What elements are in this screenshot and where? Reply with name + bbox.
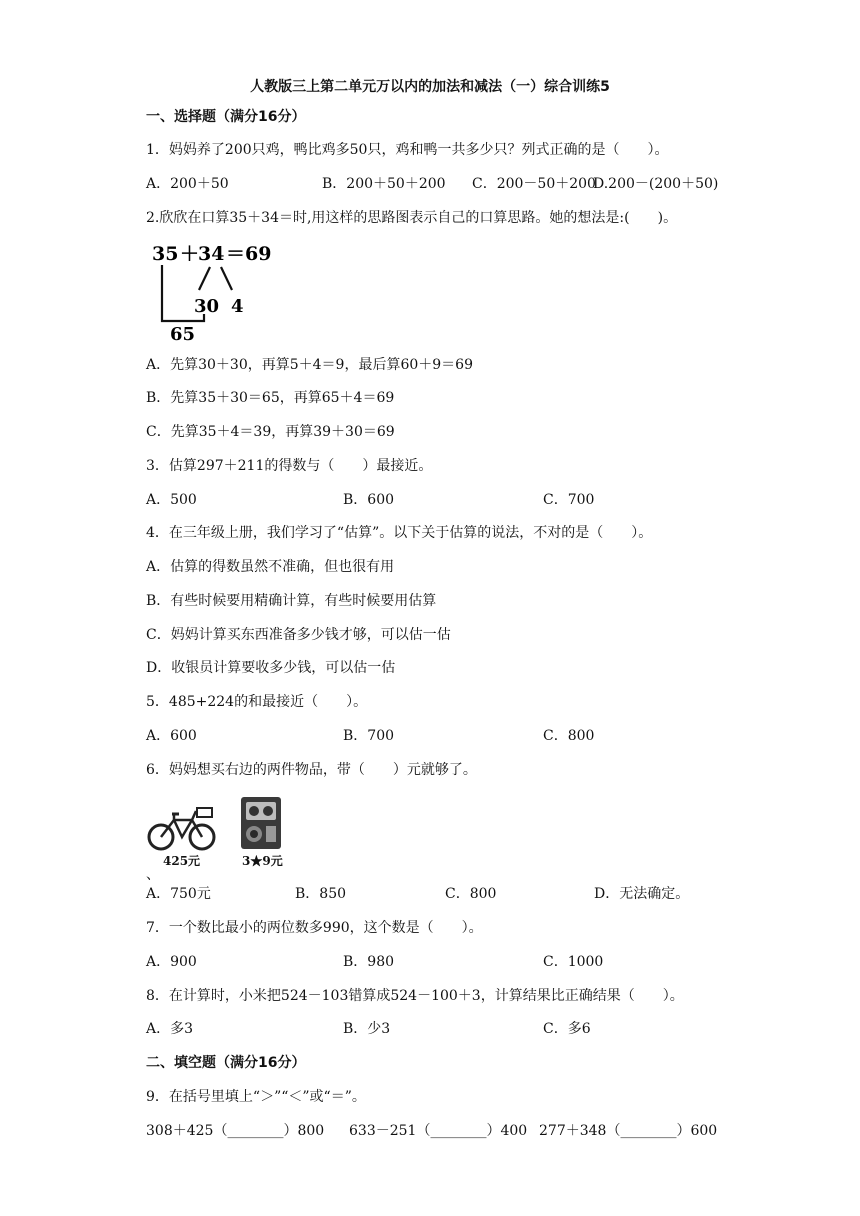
q3-option-b: B．600	[343, 492, 395, 508]
q6-option-b: B．850	[295, 886, 347, 902]
q6-option-d: D．无法确定。	[594, 886, 690, 902]
q8-option-c: C．多6	[543, 1021, 591, 1037]
bicycle-price: 425元	[163, 854, 201, 868]
speaker-price: 3★9元	[242, 854, 283, 868]
q4-option-b: B．有些时候要用精确计算，有些时候要用估算	[146, 593, 437, 609]
q3-option-a: A．500	[146, 492, 197, 508]
diagram-addend-a: 35	[152, 243, 179, 265]
q7-option-a: A．900	[146, 954, 197, 970]
q2-option-c: C．先算35＋4＝39，再算39＋30＝69	[146, 424, 395, 440]
bicycle-icon	[146, 806, 218, 852]
speaker-icon	[240, 796, 282, 850]
page-title: 人教版三上第二单元万以内的加法和减法（一）综合训练5	[250, 79, 610, 95]
q7-option-b: B．980	[343, 954, 395, 970]
question-1: 1．妈妈养了200只鸡，鸭比鸡多50只，鸡和鸭一共多少只？列式正确的是（ ）。	[146, 142, 669, 158]
q6-option-a: A．750元	[146, 886, 211, 902]
q1-option-b: B．200＋50＋200	[322, 176, 446, 192]
q1-option-d: D.200－(200＋50)	[593, 176, 719, 192]
q9-item-1: 308＋425（________）800	[146, 1123, 325, 1139]
question-9: 9．在括号里填上“＞”“＜”或“＝”。	[146, 1089, 366, 1105]
diagram-plus: ＋	[180, 243, 200, 265]
section-fill-heading: 二、填空题（满分16分）	[146, 1055, 306, 1071]
q3-option-c: C．700	[543, 492, 595, 508]
q8-option-b: B．少3	[343, 1021, 391, 1037]
question-2: 2.欣欣在口算35＋34＝时,用这样的思路图表示自己的口算思路。她的想法是:( )。	[146, 210, 678, 226]
diagram-addend-b: 34	[198, 243, 225, 265]
q4-option-a: A．估算的得数虽然不准确，但也很有用	[146, 559, 395, 575]
q5-option-c: C．800	[543, 728, 595, 744]
q9-item-2: 633－251（________）400	[349, 1123, 528, 1139]
diagram-ones: 4	[231, 296, 244, 317]
q4-option-d: D．收银员计算要收多少钱，可以估一估	[146, 660, 396, 676]
q7-option-c: C．1000	[543, 954, 604, 970]
diagram-tens: 30	[194, 296, 220, 317]
q1-option-c: C．200－50＋200	[472, 176, 596, 192]
q2-option-a: A．先算30＋30，再算5＋4＝9，最后算60＋9＝69	[146, 357, 473, 373]
q2-option-b: B．先算35＋30＝65，再算65＋4＝69	[146, 390, 395, 406]
diagram-result: ＝69	[226, 243, 272, 265]
question-3: 3．估算297＋211的得数与（ ）最接近。	[146, 458, 433, 474]
question-6: 6．妈妈想买右边的两件物品，带（ ）元就够了。	[146, 762, 477, 778]
question-7: 7．一个数比最小的两位数多990，这个数是（ ）。	[146, 920, 483, 936]
q5-option-b: B．700	[343, 728, 395, 744]
q1-option-a: A．200＋50	[146, 176, 229, 192]
q4-option-c: C．妈妈计算买东西准备多少钱才够，可以估一估	[146, 627, 451, 643]
section-choice-heading: 一、选择题（满分16分）	[146, 109, 306, 125]
q5-option-a: A．600	[146, 728, 197, 744]
q8-option-a: A．多3	[146, 1021, 194, 1037]
q6-option-c: C．800	[445, 886, 497, 902]
question-4: 4．在三年级上册，我们学习了“估算”。以下关于估算的说法，不对的是（ ）。	[146, 525, 653, 541]
question-5: 5．485+224的和最接近（ ）。	[146, 694, 368, 710]
question-8: 8．在计算时，小米把524－103错算成524－100＋3，计算结果比正确结果（ ）。	[146, 988, 684, 1004]
diagram-sum: 65	[170, 324, 196, 345]
q9-item-3: 277＋348（________）600	[539, 1123, 718, 1139]
enumeration-mark: 、	[146, 867, 160, 883]
mental-math-diagram	[146, 238, 286, 346]
